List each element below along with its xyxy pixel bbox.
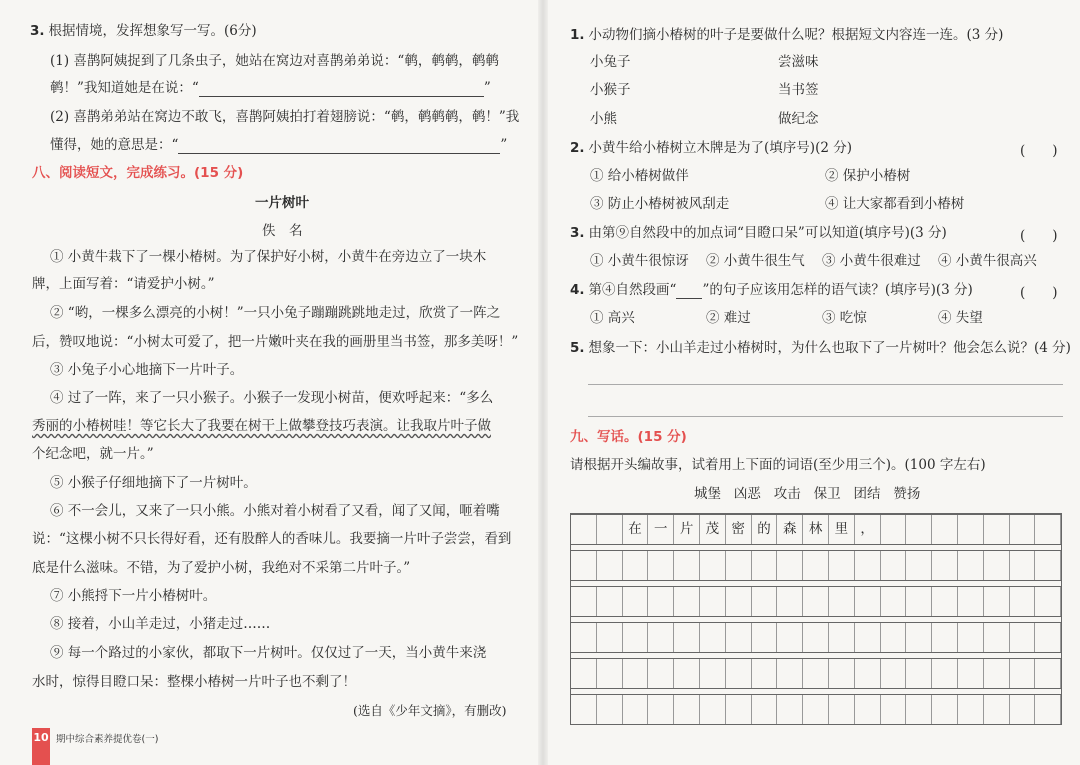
grid-cell[interactable] — [958, 695, 984, 724]
grid-cell[interactable] — [674, 659, 700, 688]
grid-cell[interactable] — [881, 587, 907, 616]
section-8-heading: 八、阅读短文，完成练习。(15 分) — [32, 165, 244, 181]
q3-part1-line1: (1) 喜鹊阿姨捉到了几条虫子，她站在窝边对喜鹊弟弟说：“鹌，鹌鹌，鹌鹌 — [50, 53, 499, 69]
grid-cell[interactable] — [958, 515, 984, 544]
grid-cell[interactable] — [1010, 623, 1036, 652]
grid-cell[interactable] — [984, 587, 1010, 616]
grid-cell[interactable] — [1010, 587, 1036, 616]
grid-cell[interactable] — [958, 551, 984, 580]
grid-cell[interactable] — [803, 551, 829, 580]
grid-cell[interactable] — [648, 659, 674, 688]
story-author: 佚 名 — [262, 223, 303, 239]
grid-cell[interactable]: 森 — [777, 515, 803, 544]
grid-cell[interactable] — [597, 659, 623, 688]
grid-cell[interactable] — [906, 659, 932, 688]
grid-cell[interactable] — [829, 659, 855, 688]
grid-cell[interactable] — [855, 695, 881, 724]
grid-cell[interactable] — [932, 587, 958, 616]
grid-cell[interactable] — [906, 623, 932, 652]
grid-cell[interactable] — [1010, 515, 1036, 544]
grid-cell[interactable] — [571, 623, 597, 652]
grid-cell[interactable] — [726, 659, 752, 688]
q2-option[interactable]: ② 保护小椿树 — [825, 168, 911, 184]
grid-cell[interactable] — [752, 587, 778, 616]
story-line: 后，赞叹地说：“小树太可爱了，把一片嫩叶夹在我的画册里当书签，那多美呀！” — [32, 334, 519, 350]
story-line: ① 小黄牛栽下了一棵小椿树。为了保护好小树，小黄牛在旁边立了一块木 — [50, 249, 487, 265]
story-line: 水时，惊得目瞪口呆：整棵小椿树一片叶子也不剩了！ — [32, 674, 356, 690]
grid-row[interactable] — [571, 622, 1061, 653]
grid-cell[interactable]: 里 — [829, 515, 855, 544]
story-line: 底是什么滋味。不错，为了爱护小树，我绝对不采第二片叶子。” — [32, 560, 411, 576]
grid-cell[interactable] — [700, 695, 726, 724]
grid-cell[interactable] — [932, 623, 958, 652]
grid-cell[interactable]: 林 — [803, 515, 829, 544]
story-line-wavy: 秀丽的小椿树哇！等它长大了我要在树干上做攀登技巧表演。让我取片叶子做 — [32, 418, 491, 434]
grid-cell[interactable] — [571, 659, 597, 688]
grid-row[interactable] — [571, 514, 1061, 545]
writing-instruction: 请根据开头编故事，试着用上下面的词语(至少用三个)。(100 字左右) — [570, 457, 986, 473]
match-use[interactable]: 当书签 — [778, 82, 819, 98]
grid-row[interactable] — [571, 658, 1061, 689]
story-line: 说：“这棵小树不只长得好看，还有股醉人的香味儿。我要摘一片叶子尝尝，看到 — [32, 531, 512, 547]
grid-cell[interactable] — [855, 587, 881, 616]
q3-part2-line1: (2) 喜鹊弟弟站在窝边不敢飞，喜鹊阿姨拍打着翅膀说：“鹌，鹌鹌鹌，鹌！”我 — [50, 109, 520, 125]
q2-option[interactable]: ③ 防止小椿树被风刮走 — [590, 196, 730, 212]
grid-cell[interactable] — [752, 695, 778, 724]
grid-cell[interactable] — [881, 515, 907, 544]
grid-cell[interactable] — [958, 587, 984, 616]
match-use[interactable]: 尝滋味 — [778, 54, 819, 70]
grid-cell[interactable] — [597, 587, 623, 616]
grid-cell[interactable] — [855, 623, 881, 652]
grid-cell[interactable] — [700, 551, 726, 580]
grid-row[interactable] — [571, 586, 1061, 617]
story-line: ⑤ 小猴子仔细地摘下了一片树叶。 — [50, 475, 257, 491]
story-title: 一片树叶 — [255, 195, 309, 211]
story-line: ④ 过了一阵，来了一只小猴子。小猴子一发现小树苗，便欢呼起来：“多么 — [50, 390, 494, 406]
grid-cell[interactable] — [623, 659, 649, 688]
grid-cell[interactable] — [777, 695, 803, 724]
grid-cell[interactable] — [881, 695, 907, 724]
story-line: ③ 小兔子小心地摘下一片叶子。 — [50, 362, 244, 378]
grid-cell[interactable] — [932, 659, 958, 688]
grid-cell[interactable] — [648, 695, 674, 724]
grid-cell[interactable] — [623, 551, 649, 580]
story-line: ⑧ 接着，小山羊走过，小猪走过…… — [50, 616, 271, 632]
grid-cell[interactable] — [984, 551, 1010, 580]
r-question-5: 5. 想象一下：小山羊走过小椿树时，为什么也取下了一片树叶？他会怎么说？(4 分) — [570, 340, 1071, 356]
grid-cell[interactable]: 密 — [726, 515, 752, 544]
match-animal[interactable]: 小熊 — [590, 111, 617, 127]
grid-cell[interactable]: 一 — [648, 515, 674, 544]
grid-cell[interactable] — [623, 587, 649, 616]
grid-cell[interactable] — [984, 695, 1010, 724]
grid-cell[interactable] — [597, 551, 623, 580]
grid-cell[interactable] — [906, 515, 932, 544]
grid-cell[interactable] — [674, 587, 700, 616]
grid-cell[interactable] — [1035, 659, 1061, 688]
grid-cell[interactable] — [1035, 515, 1061, 544]
section-9-heading: 九、写话。(15 分) — [570, 429, 687, 445]
grid-cell[interactable] — [648, 551, 674, 580]
grid-cell[interactable] — [648, 623, 674, 652]
grid-cell[interactable] — [623, 695, 649, 724]
q4-option[interactable]: ④ 失望 — [938, 310, 983, 326]
grid-cell[interactable] — [700, 623, 726, 652]
grid-cell[interactable] — [571, 695, 597, 724]
q2-option[interactable]: ① 给小椿树做伴 — [590, 168, 689, 184]
match-use[interactable]: 做纪念 — [778, 111, 819, 127]
q3-answer-paren[interactable]: ( ) — [1020, 228, 1058, 244]
grid-cell[interactable] — [700, 659, 726, 688]
q3-option[interactable]: ① 小黄牛很惊讶 — [590, 253, 689, 269]
grid-cell[interactable] — [881, 551, 907, 580]
grid-cell[interactable] — [1010, 551, 1036, 580]
grid-cell[interactable] — [1035, 587, 1061, 616]
grid-cell[interactable] — [855, 551, 881, 580]
grid-cell[interactable] — [700, 587, 726, 616]
grid-cell[interactable] — [1010, 695, 1036, 724]
grid-row[interactable] — [571, 694, 1061, 725]
r-question-2: 2. 小黄牛给小椿树立木牌是为了(填序号)(2 分) — [570, 140, 852, 156]
story-line: ⑥ 不一会儿，又来了一只小熊。小熊对着小树看了又看，闻了又闻，咂着嘴 — [50, 503, 500, 519]
grid-cell[interactable]: 片 — [674, 515, 700, 544]
grid-cell[interactable] — [984, 659, 1010, 688]
grid-cell[interactable] — [726, 551, 752, 580]
q4-answer-paren[interactable]: ( ) — [1020, 285, 1058, 301]
grid-cell[interactable] — [674, 695, 700, 724]
story-source: (选自《少年文摘》，有删改) — [353, 703, 507, 718]
grid-cell[interactable]: 的 — [752, 515, 778, 544]
grid-cell[interactable] — [958, 659, 984, 688]
grid-cell[interactable] — [674, 623, 700, 652]
q4-option[interactable]: ② 难过 — [706, 310, 751, 326]
grid-cell[interactable] — [571, 515, 597, 544]
grid-cell[interactable] — [906, 551, 932, 580]
grid-cell[interactable] — [984, 515, 1010, 544]
grid-cell[interactable] — [597, 515, 623, 544]
r-question-3: 3. 由第⑨自然段中的加点词“目瞪口呆”可以知道(填序号)(3 分) — [570, 225, 947, 241]
page-number: 10 — [32, 728, 50, 765]
q4-option[interactable]: ③ 吃惊 — [822, 310, 867, 326]
grid-cell[interactable] — [932, 515, 958, 544]
grid-cell[interactable] — [726, 587, 752, 616]
q3-option[interactable]: ③ 小黄牛很难过 — [822, 253, 921, 269]
grid-cell[interactable] — [726, 623, 752, 652]
q3-part2-answer-blank[interactable] — [178, 139, 500, 154]
grid-cell[interactable] — [777, 551, 803, 580]
q2-answer-paren[interactable]: ( ) — [1020, 143, 1058, 159]
grid-cell[interactable] — [906, 587, 932, 616]
grid-cell[interactable] — [752, 659, 778, 688]
q3-option[interactable]: ④ 小黄牛很高兴 — [938, 253, 1037, 269]
grid-cell[interactable] — [777, 587, 803, 616]
q3-part2-line2: 懂得，她的意思是：“ ” — [50, 137, 508, 153]
match-animal[interactable]: 小猴子 — [590, 82, 631, 98]
writing-grid[interactable] — [570, 513, 1062, 725]
grid-cell[interactable] — [623, 623, 649, 652]
grid-row[interactable] — [571, 550, 1061, 581]
grid-cell[interactable] — [984, 623, 1010, 652]
grid-cell[interactable] — [752, 623, 778, 652]
grid-cell[interactable] — [881, 659, 907, 688]
q4-option[interactable]: ① 高兴 — [590, 310, 635, 326]
story-line: ② “哟，一棵多么漂亮的小树！”一只小兔子蹦蹦跳跳地走过，欣赏了一阵之 — [50, 305, 501, 321]
footer-title: 期中综合素养提优卷(一) — [56, 734, 159, 745]
question-3: 3. 根据情境，发挥想象写一写。(6分) — [30, 23, 257, 39]
grid-cell[interactable] — [571, 551, 597, 580]
grid-cell[interactable] — [777, 659, 803, 688]
grid-cell[interactable] — [829, 587, 855, 616]
q5-answer-line[interactable] — [588, 416, 1063, 417]
r-question-4: 4. 第④自然段画“ ”的句子应该用怎样的语气读？(填序号)(3 分) — [570, 282, 973, 298]
grid-cell[interactable] — [674, 551, 700, 580]
story-line: ⑦ 小熊捋下一片小椿树叶。 — [50, 588, 217, 604]
grid-cell[interactable] — [597, 695, 623, 724]
grid-cell[interactable] — [1035, 623, 1061, 652]
q3-part1-line2: 鹌！”我知道她是在说：“ ” — [50, 80, 491, 96]
word-bank: 城堡 凶恶 攻击 保卫 团结 赞扬 — [694, 486, 921, 502]
q3-part1-answer-blank[interactable] — [199, 82, 484, 97]
q2-option[interactable]: ④ 让大家都看到小椿树 — [825, 196, 965, 212]
grid-cell[interactable] — [932, 695, 958, 724]
grid-cell[interactable] — [1010, 659, 1036, 688]
grid-cell[interactable] — [803, 623, 829, 652]
story-line: ⑨ 每一个路过的小家伙，都取下一片树叶。仅仅过了一天，当小黄牛来浇 — [50, 645, 487, 661]
q3-option[interactable]: ② 小黄牛很生气 — [706, 253, 805, 269]
grid-cell[interactable]: ， — [855, 515, 881, 544]
grid-cell[interactable] — [777, 623, 803, 652]
grid-cell[interactable] — [881, 623, 907, 652]
story-line: 个纪念吧，就一片。” — [32, 446, 154, 462]
grid-cell[interactable] — [829, 695, 855, 724]
grid-cell[interactable] — [855, 659, 881, 688]
match-animal[interactable]: 小兔子 — [590, 54, 631, 70]
grid-cell[interactable] — [829, 623, 855, 652]
grid-cell[interactable] — [648, 587, 674, 616]
r-question-1: 1. 小动物们摘小椿树的叶子是要做什么呢？根据短文内容连一连。(3 分) — [570, 27, 1004, 43]
grid-cell[interactable] — [803, 659, 829, 688]
q5-answer-line[interactable] — [588, 384, 1063, 385]
grid-cell[interactable] — [1035, 695, 1061, 724]
grid-cell[interactable]: 在 — [623, 515, 649, 544]
grid-cell[interactable] — [803, 587, 829, 616]
story-line: 牌，上面写着：“请爱护小树。” — [32, 276, 215, 292]
grid-cell[interactable] — [1035, 551, 1061, 580]
grid-cell[interactable] — [932, 551, 958, 580]
grid-cell[interactable] — [571, 587, 597, 616]
grid-cell[interactable] — [726, 695, 752, 724]
q4-blank — [676, 284, 702, 299]
grid-cell[interactable] — [752, 551, 778, 580]
grid-cell[interactable]: 茂 — [700, 515, 726, 544]
grid-cell[interactable] — [803, 695, 829, 724]
grid-cell[interactable] — [906, 695, 932, 724]
grid-cell[interactable] — [829, 551, 855, 580]
grid-cell[interactable] — [597, 623, 623, 652]
grid-cell[interactable] — [958, 623, 984, 652]
